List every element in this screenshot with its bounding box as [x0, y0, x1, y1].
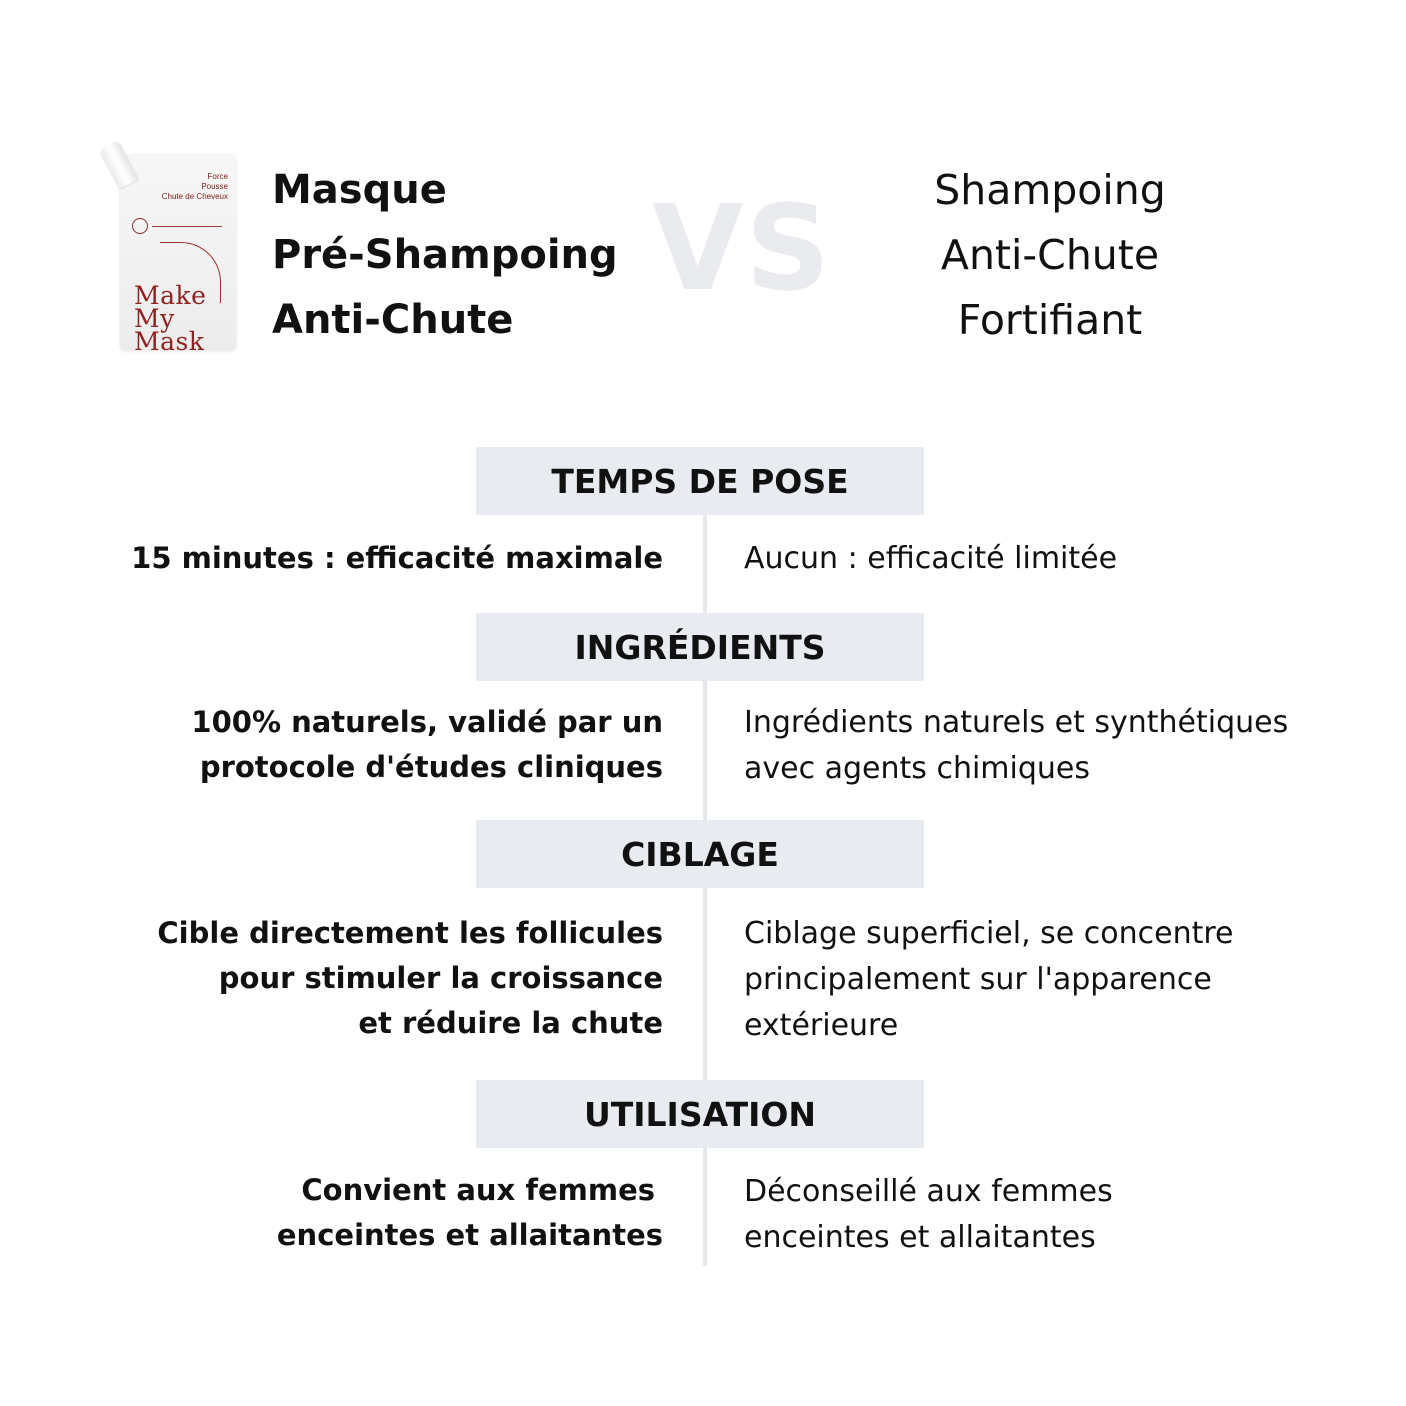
cell-line: protocole d'études cliniques	[199, 750, 663, 784]
product-badge-icon	[132, 218, 148, 234]
product-brand-line: My	[134, 304, 175, 333]
cell-line: extérieure	[744, 1008, 899, 1043]
left-cell-utilisation	[277, 1168, 663, 1258]
cell-line: Cible directement les follicules	[157, 916, 663, 950]
left-product-title	[272, 158, 618, 353]
section-heading-ingredients: INGRÉDIENTS	[476, 613, 924, 681]
cell-line: pour stimuler la croissance	[218, 961, 663, 995]
column-divider	[703, 681, 707, 820]
cell-line: avec agents chimiques	[744, 751, 1090, 786]
right-title-line: Anti-Chute	[940, 231, 1160, 279]
left-cell-temps-de-pose	[131, 536, 663, 581]
left-cell-ingredients	[191, 700, 663, 790]
product-tags	[162, 172, 228, 202]
column-divider	[703, 515, 707, 613]
left-title-line: Pré-Shampoing	[272, 232, 618, 278]
right-title-line: Fortifiant	[957, 296, 1143, 344]
cell-line: Aucun : efficacité limitée	[744, 541, 1118, 576]
product-pouch	[120, 154, 236, 356]
section-heading-utilisation: UTILISATION	[476, 1080, 924, 1148]
product-brand-line: Mask	[134, 327, 205, 356]
section-heading-temps-de-pose: TEMPS DE POSE	[476, 447, 924, 515]
product-tag: Pousse	[201, 182, 228, 191]
versus-label: VS	[652, 179, 833, 317]
cell-line: enceintes et allaitantes	[276, 1218, 663, 1252]
cell-line: enceintes et allaitantes	[744, 1220, 1096, 1255]
section-heading-ciblage: CIBLAGE	[476, 820, 924, 888]
product-tag: Chute de Cheveux	[161, 192, 228, 201]
right-cell-ingredients	[744, 700, 1288, 792]
cell-line: principalement sur l'apparence	[744, 962, 1212, 997]
product-brand-logo	[134, 281, 234, 356]
left-title-line: Anti-Chute	[272, 297, 514, 343]
right-cell-ciblage	[744, 911, 1234, 1049]
product-decor-line	[152, 220, 222, 227]
right-cell-utilisation	[744, 1169, 1113, 1261]
cell-line: 15 minutes : efficacité maximale	[131, 541, 663, 575]
left-cell-ciblage	[157, 911, 663, 1046]
right-title-line: Shampoing	[934, 166, 1166, 214]
right-cell-temps-de-pose	[744, 536, 1117, 582]
product-tag: Force	[207, 172, 228, 181]
product-brand-line: Make	[134, 281, 207, 310]
cell-line: Déconseillé aux femmes	[744, 1174, 1113, 1209]
cell-line: Ingrédients naturels et synthétiques	[744, 705, 1289, 740]
left-title-line: Masque	[272, 167, 447, 213]
column-divider	[703, 1148, 707, 1266]
cell-line: Ciblage superficiel, se concentre	[744, 916, 1234, 951]
right-product-title	[900, 158, 1200, 353]
cell-line: 100% naturels, validé par un	[191, 705, 663, 739]
cell-line: Convient aux femmes	[301, 1173, 655, 1207]
column-divider	[703, 888, 707, 1080]
product-image	[114, 140, 240, 356]
cell-line: et réduire la chute	[358, 1006, 663, 1040]
